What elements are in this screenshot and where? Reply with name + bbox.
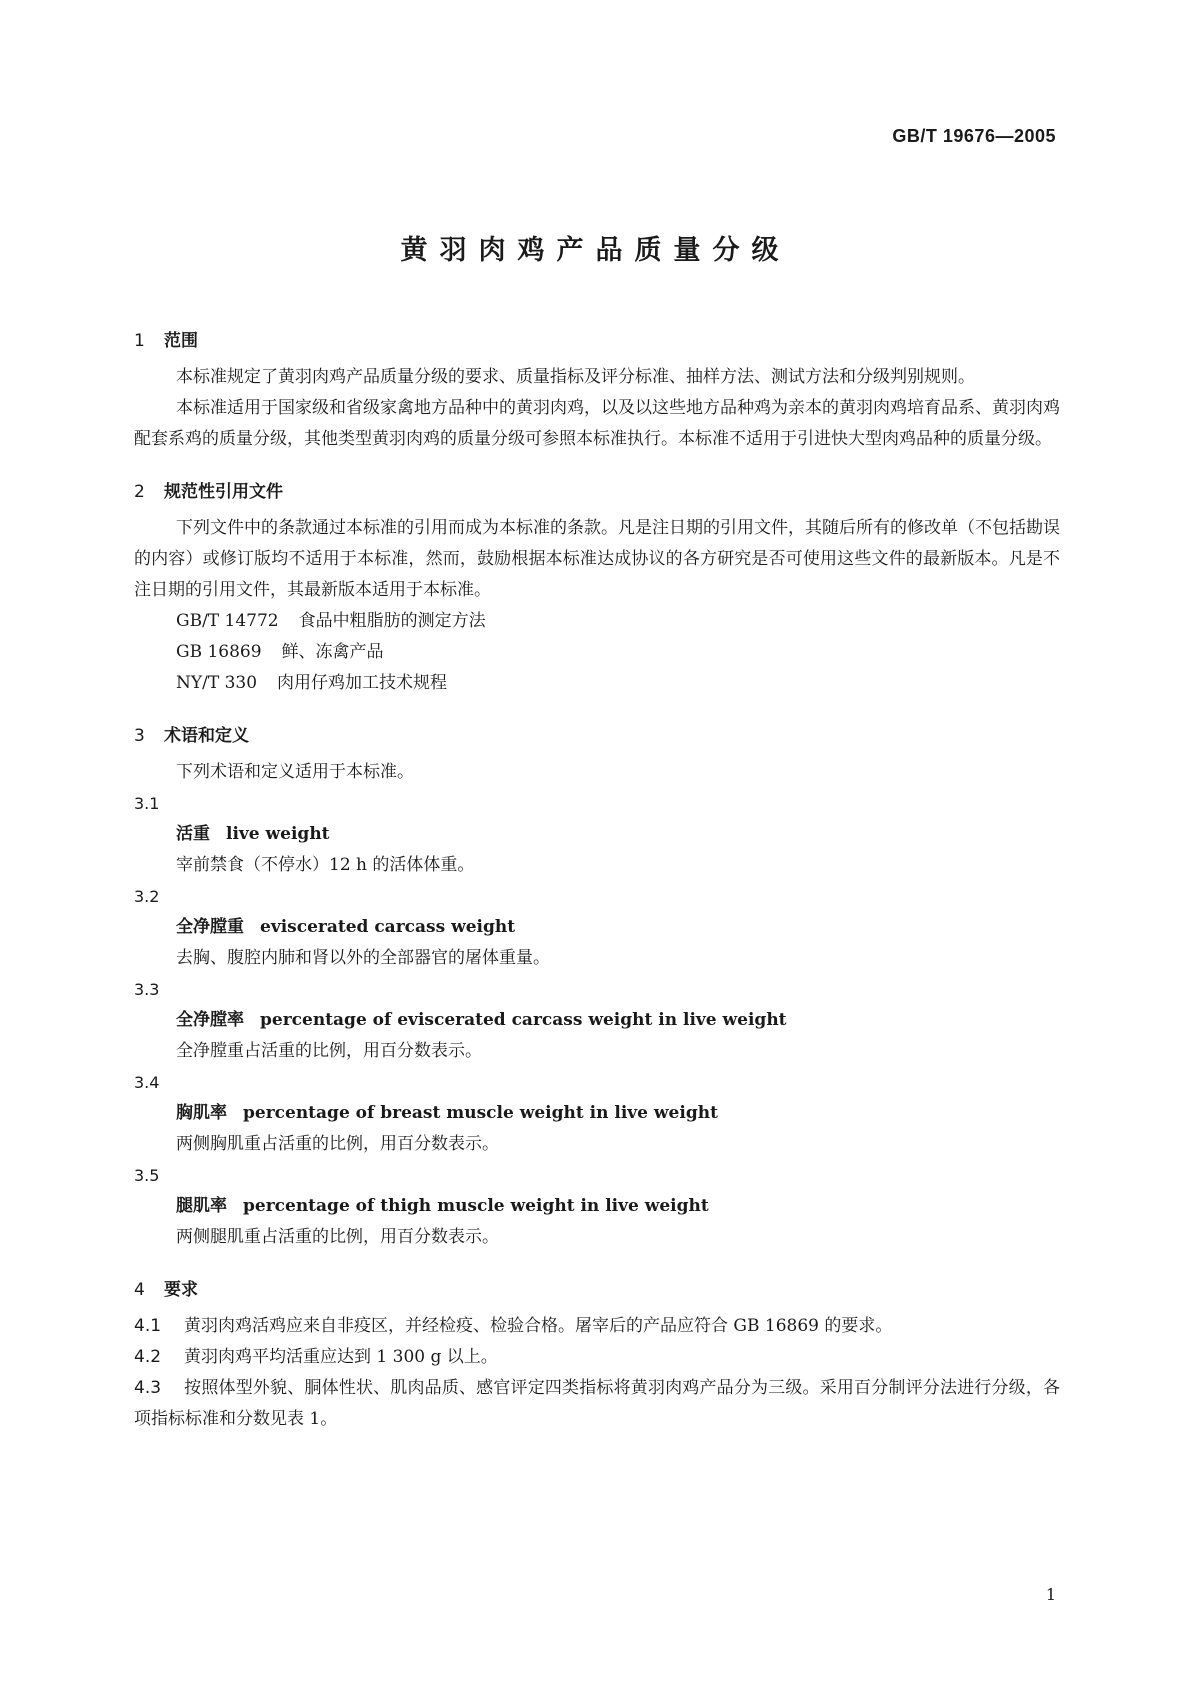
requirement-item [134, 1373, 1060, 1435]
reference-code: NY/T 330 [176, 673, 258, 693]
term-number: 3.1 [134, 794, 160, 813]
term-definition: 全净膛重占活重的比例，用百分数表示。 [176, 1041, 482, 1061]
section-number: 4 [134, 1280, 145, 1300]
term-en: percentage of thigh muscle weight in live weight [243, 1196, 709, 1216]
reference-title: 鲜、冻禽产品 [281, 642, 384, 662]
section-title: 范围 [164, 331, 198, 351]
term-definition: 两侧胸肌重占活重的比例，用百分数表示。 [176, 1134, 499, 1154]
term-number: 3.5 [134, 1166, 160, 1185]
section-heading-scope [134, 326, 1060, 356]
reference-code: GB/T 14772 [176, 611, 279, 631]
requirement-text: 黄羽肉鸡活鸡应来自非疫区，并经检疫、检验合格。屠宰后的产品应符合 GB 16869 的要求。 [184, 1316, 893, 1336]
requirement-text: 按照体型外貌、胴体性状、肌肉品质、感官评定四类指标将黄羽肉鸡产品分为三级。采用百分制评分法进行分级，各项指标标准和分数见表 1。 [134, 1378, 1060, 1429]
term-en: eviscerated carcass weight [260, 917, 516, 937]
document-body [134, 326, 1060, 1435]
section-number: 1 [134, 331, 145, 351]
section-heading-normative [134, 477, 1060, 507]
term-number: 3.3 [134, 980, 160, 999]
section-heading-requirements [134, 1275, 1060, 1305]
term-en: percentage of eviscerated carcass weight in live weight [260, 1010, 787, 1030]
reference-item [176, 606, 1060, 637]
term-zh: 胸肌率 [176, 1103, 227, 1123]
term-definition: 去胸、腹腔内肺和肾以外的全部器官的屠体重量。 [176, 948, 550, 968]
section-title: 术语和定义 [164, 726, 249, 746]
term-entry [176, 819, 1060, 850]
standard-code: GB/T 19676—2005 [892, 126, 1056, 146]
paragraph: 本标准规定了黄羽肉鸡产品质量分级的要求、质量指标及评分标准、抽样方法、测试方法和分级判别规则。 [176, 367, 975, 387]
section-heading-terms [134, 721, 1060, 751]
term-entry [176, 1098, 1060, 1129]
requirement-number: 4.1 [134, 1316, 162, 1336]
requirement-number: 4.3 [134, 1378, 162, 1398]
term-entry [176, 912, 1060, 943]
requirement-item [134, 1311, 1060, 1342]
term-number: 3.4 [134, 1073, 160, 1092]
paragraph: 本标准适用于国家级和省级家禽地方品种中的黄羽肉鸡，以及以这些地方品种鸡为亲本的黄羽肉鸡培育品系、黄羽肉鸡配套系鸡的质量分级，其他类型黄羽肉鸡的质量分级可参照本标准执行。本标准不适用于引进快大型肉鸡品种的质量分级。 [134, 398, 1060, 449]
term-zh: 活重 [176, 824, 210, 844]
section-title: 要求 [164, 1280, 198, 1300]
page-number: 1 [1045, 1585, 1056, 1604]
term-definition: 宰前禁食（不停水）12 h 的活体体重。 [176, 855, 475, 875]
reference-title: 肉用仔鸡加工技术规程 [277, 673, 448, 693]
requirement-number: 4.2 [134, 1347, 162, 1367]
term-entry [176, 1191, 1060, 1222]
term-zh: 腿肌率 [176, 1196, 227, 1216]
reference-title: 食品中粗脂肪的测定方法 [298, 611, 486, 631]
reference-item [176, 668, 1060, 699]
section-number: 3 [134, 726, 145, 746]
term-definition: 两侧腿肌重占活重的比例，用百分数表示。 [176, 1227, 499, 1247]
document-title: 黄羽肉鸡产品质量分级 [400, 235, 791, 266]
requirement-text: 黄羽肉鸡平均活重应达到 1 300 g 以上。 [184, 1347, 498, 1367]
paragraph: 下列术语和定义适用于本标准。 [176, 762, 414, 782]
reference-code: GB 16869 [176, 642, 262, 662]
term-en: live weight [226, 824, 330, 844]
paragraph: 下列文件中的条款通过本标准的引用而成为本标准的条款。凡是注日期的引用文件，其随后所有的修改单（不包括勘误的内容）或修订版均不适用于本标准，然而，鼓励根据本标准达成协议的各方研究是否可使用这些文件的最新版本。凡是不注日期的引用文件，其最新版本适用于本标准。 [134, 518, 1060, 600]
section-title: 规范性引用文件 [164, 482, 283, 502]
term-zh: 全净膛重 [176, 917, 244, 937]
term-zh: 全净膛率 [176, 1010, 244, 1030]
term-entry [176, 1005, 1060, 1036]
term-number: 3.2 [134, 887, 160, 906]
term-en: percentage of breast muscle weight in live weight [243, 1103, 718, 1123]
requirement-item [134, 1342, 1060, 1373]
reference-item [176, 637, 1060, 668]
section-number: 2 [134, 482, 145, 502]
